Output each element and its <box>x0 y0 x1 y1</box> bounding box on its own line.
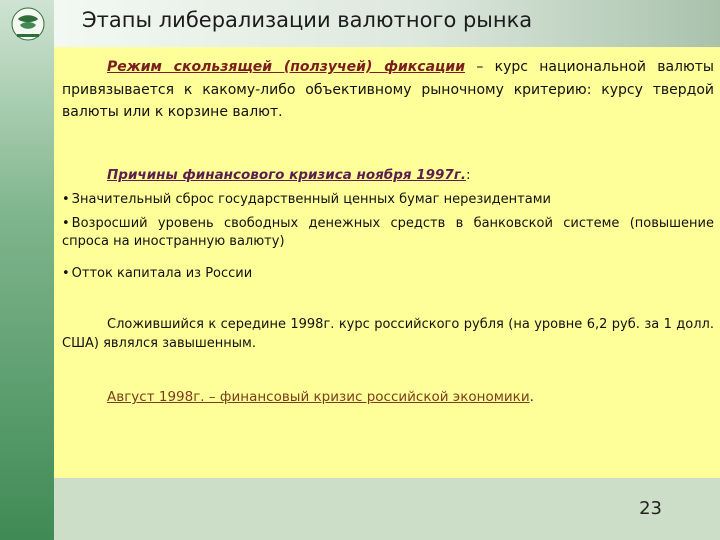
page-number: 23 <box>639 498 662 519</box>
bullet-text: Возросший уровень свободных денежных средств в банковской системе (повышение спроса на иностранную валюту) <box>62 216 714 249</box>
august-crisis-suffix: . <box>529 389 534 405</box>
bullet-text: Отток капитала из России <box>71 266 253 281</box>
ruble-rate-text: Сложившийся к середине 1998г. курс российского рубля (на уровне 6,2 руб. за 1 долл. США) являлся завышенным. <box>62 317 714 351</box>
paragraph-august-crisis <box>62 389 714 405</box>
bullet-icon: • <box>62 266 70 281</box>
crisis-causes-suffix: : <box>466 167 471 183</box>
term-crawling-peg[interactable]: Режим скользящей (ползучей) фиксации <box>107 59 466 75</box>
bullet-icon: • <box>62 192 70 207</box>
link-crisis-causes[interactable]: Причины финансового кризиса ноября 1997г. <box>107 167 467 183</box>
paragraph-crawling-peg <box>62 56 714 124</box>
link-august-crisis[interactable]: Август 1998г. – финансовый кризис российской экономики <box>107 389 530 405</box>
bank-logo-icon <box>8 5 48 45</box>
slide-title: Этапы либерализации валютного рынка <box>82 8 533 32</box>
bullet-item <box>62 215 714 251</box>
bullet-text: Значительный сброс государственный ценных бумаг нерезидентами <box>71 192 551 207</box>
crawling-peg-definition: – курс национальной валюты привязывается к какому-либо объективному рыночному критерию: курсу твердой валюты или к корзине валют. <box>62 59 714 120</box>
paragraph-ruble-rate <box>62 315 714 353</box>
sidebar-strip <box>0 0 54 540</box>
paragraph-crisis-causes <box>62 167 714 183</box>
slide-footer <box>54 478 720 540</box>
bullet-icon: • <box>62 216 70 231</box>
bullet-item <box>62 191 714 209</box>
slide-content <box>54 47 720 478</box>
bullet-item <box>62 265 714 283</box>
